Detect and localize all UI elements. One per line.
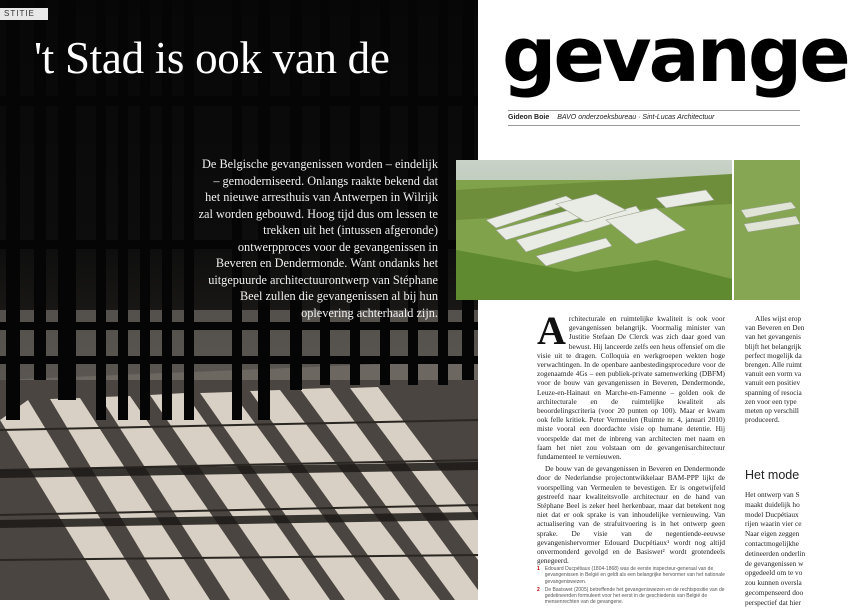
text-line: zou kunnen oversla [745,578,802,588]
article-title: 't Stad is ook van de [34,33,390,83]
byline-affiliation: BAVO onderzoeksbureau · Sint-Lucas Architectuur [557,114,715,121]
prison-rendering-image [456,160,800,300]
text-line: van het gevangenis [745,332,801,342]
byline [508,110,800,126]
byline-author: Gideon Boie [508,114,550,121]
body-paragraph-2: De bouw van de gevangenissen in Beveren en Dendermonde door de Nederlandse projectontwikkelaar BAM-PPP lijkt de voorspelling van Vermeulen te bevestigen. Er is ongetwijfeld gestreefd naar kwaliteitsvolle architectuur en de hand van Stéphane Beel is zeker heel herkenbaar, maar dat betekent nog niet dat er ook sprake is van inhoudelijke vernieuwing. Van actualisering van de strafuitvoering is in het ontwerp geen sprake. De visie van de negentiende-eeuwse gevangenishervormer Edouard Ducpétiaux¹ wordt nog altijd onvermonderd gevolgd en de Basiswet² wordt grotendeels genegeerd. [537,464,725,566]
text-line: Het ontwerp van S [745,490,800,499]
text-line: gecompenseerd doo [745,587,804,597]
footnote [537,587,725,606]
body-paragraph-1 [537,308,725,462]
footnote-text: Edouard Ducpétiaux (1804-1868) was de eerste inspecteur-generaal van de gevangenissen in België en geldt als een belangrijke hervormer van het nationale gevangeniswezen. [544,566,725,585]
text-line: Alles wijst erop [755,314,802,323]
footnotes [537,566,725,608]
intro-paragraph: De Belgische gevangenissen worden – eindelijk – gemoderniseerd. Onlangs raakte bekend dat het nieuwe arresthuis van Antwerpen in Wilrijk zal worden gebouwd. Hoog tijd dus om lessen te trekken uit het (intussen afgeronde) ontwerpproces voor de gevangenissen in Beveren en Dendermonde. Want ondanks het uitgepuurde architectuurontwerp van Stéphane Beel zullen die gevangenissen al bij hun oplevering achterhaald zijn. [198,157,438,320]
footnote-text: De Basiswet (2005) betreffende het gevangeniswezen en de rechtspositie van de gedetineerden formuleert voor het eerst in de geschiedenis van België de mensenrechten van de gevangene. [544,586,725,606]
footnote-number: 1 [537,566,540,572]
text-line: de gevangenissen w [745,558,804,568]
text-line: vanuit een positiev [745,378,801,388]
text-line: perspectief dat hier [745,597,801,607]
text-line: spanning of resocia [745,387,802,397]
text-line: contactmogelijkhe [745,538,799,548]
text-line: blijft het belangrijk [745,341,802,351]
text-line: produceerd. [745,415,780,425]
drop-cap: A [537,308,566,353]
subheading: Het mode [745,468,800,482]
headline: gevange [502,10,848,99]
text-line: rijen waarin vier ce [745,519,802,529]
text-line: meten op verschill [745,406,799,416]
body-paragraph-1-text: rchitecturale en ruimtelijke kwaliteit is ook voor gevangenissen belangrijk. Voormalig minister van Justitie Stefaan De Clerck was zich daar goed van bewust. Hij lanceerde zelfs een heus offensief om die visie uit te dragen. Colloquia en werkgroepen wekten hoge verwachtingen. In de openbare aanbestedingsprocedure voor de zogenaamde 4Gs – een publiek-private samenwerking (DBFM) voor de bouw van gevangenissen in Beveren, Dendermonde, Leuze-en-Hainaut en Marche-en-Famenne – golden ook de architecturale en de ruimtelijke kwaliteit als beoordelingscriteria (voor 20 punten op 100). Maar er kwam ook felle kritiek. Peter Vermeulen (Ruimte nr. 4, januari 2010) miste vooral een doordachte visie op humane detentie. Hij voorspelde dat met de inbreng van architecten met naam en faam het niet zou volstaan om de gevangenisarchitectuur fundamenteel te vernieuwen. [537,314,725,462]
text-line: detineerden onderlin [745,548,806,558]
text-line: van Beveren en Den [745,323,805,333]
body-column [537,308,725,568]
footnote [537,566,725,585]
text-line: vanuit een vorm va [745,369,802,379]
section-tag: STITIE [0,8,48,20]
right-column-2 [745,490,805,608]
right-column [745,314,805,424]
text-line: perfect mogelijk da [745,350,802,360]
text-line: opgedeeld om te vo [745,568,803,578]
text-line: Naar eigen zeggen [745,529,800,539]
text-line: model Ducpétiaux [745,509,799,519]
text-line: brengen. Alle ruimt [745,360,802,370]
text-line: zen voor een type [745,396,797,406]
text-line: maakt duidelijk ho [745,499,800,509]
footnote-number: 2 [537,586,540,593]
